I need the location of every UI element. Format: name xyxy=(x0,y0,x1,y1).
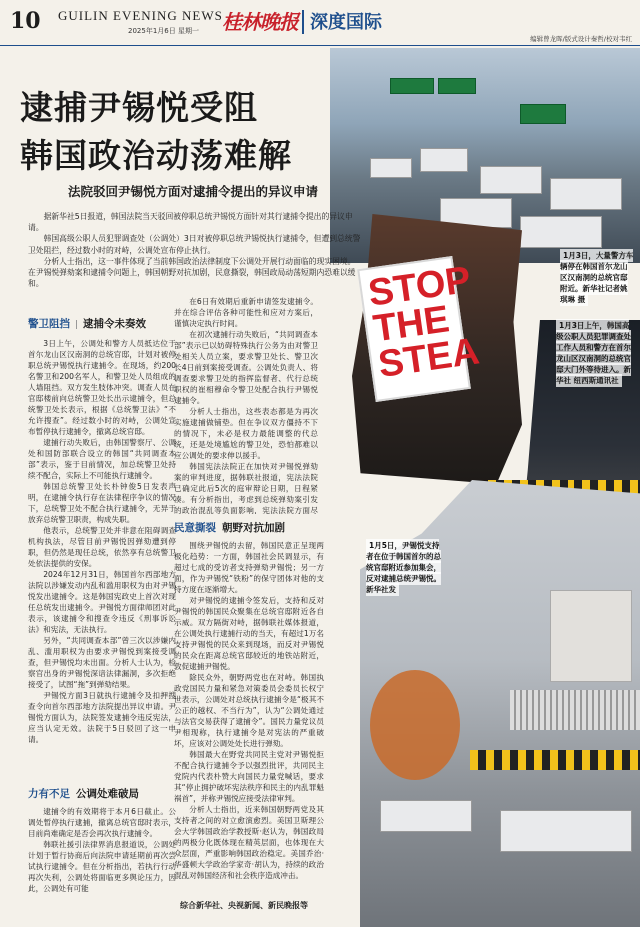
road-sign xyxy=(390,78,434,94)
body-paragraph: 2024年12月31日，韩国首尔西部地方法院以涉嫌发动内乱和滥用职权为由对尹锡悦发出逮捕令。这是韩国宪政史上首次对现任总统发出逮捕令。尹锡悦方面律师团对此表示，该逮捕令和搜查令违反《刑事诉讼法》和宪法，无法执行。 xyxy=(28,570,176,634)
body-paragraph: 韩国总统警卫处长朴钟俊5日发表声明，在逮捕令执行存在法律程序争议的情况下，总统警卫处不配合执行逮捕令，无异于放弃总统警卫职责，构成失职。 xyxy=(28,482,176,524)
column-2-top xyxy=(174,296,318,514)
caption-text: 1月3日，大量警方车辆停在韩国首尔龙山区汉南洞的总统官邸附近。新华社记者姚琪琳 摄 xyxy=(560,251,634,304)
bus xyxy=(480,166,542,194)
section-3-title: 公调处难破局 xyxy=(76,788,139,800)
body-paragraph: 分析人士指出，这些表态都是为再次实施逮捕做铺垫。但在争议双方僵持不下的情况下，未必是权力最能调整的代总统，还是处境尴尬的警卫处，恐怕都难以应公调处的要求伸以援手。 xyxy=(174,407,318,460)
bus xyxy=(550,178,622,210)
section-3-tag: 力有不足 xyxy=(28,788,70,800)
body-paragraph: 对尹锡悦的逮捕令签发后，支持和反对尹锡悦的韩国民众聚集在总统官邸附近各自示威。双方隔街对峙，据韩联社媒体报道，在公调处执行逮捕行动的当天，有超过1万名支持尹锡悦的民众来到现场，而反对尹锡悦的民众在距离总统官邸较近的地铁站附近，敦促逮捕尹锡悦。 xyxy=(174,596,324,671)
column-1 xyxy=(28,338,176,778)
column-1-bottom xyxy=(28,806,176,921)
masthead xyxy=(0,0,640,46)
section-1-tag: 警卫阻挡 xyxy=(28,318,70,330)
section-2-title: 朝野对抗加剧 xyxy=(222,522,285,534)
section-divider xyxy=(302,10,304,34)
headline-line-2: 韩国政治动荡难解 xyxy=(20,136,292,175)
lead-paragraph: 分析人士指出，这一事件体现了当前韩国政治法律制度下公调处开展行动面临的现实困境。在尹锡悦弹劾案和逮捕令问题上，韩国朝野对抗加剧，民意撕裂，韩国政局动荡短期内恐难以缓和。 xyxy=(28,256,356,289)
paper-logo: 桂林晚报 xyxy=(222,10,298,34)
road-sign xyxy=(520,104,566,124)
section-2-tag: 民意撕裂 xyxy=(174,522,216,534)
barrier-stripe xyxy=(470,750,640,770)
body-paragraph: 在初次逮捕行动失败后，“共同调查本部”表示已以妨碍特殊执行公务为由对警卫处相关人员立案，要求警卫处长、警卫次长4日前到案接受调查。公调处负责人、将调查要求警卫处的指挥监督者、代行总统职权的崔相穆命令警卫处配合执行尹锡悦逮捕令。 xyxy=(174,330,318,405)
column-2-bottom xyxy=(174,540,324,896)
section-1-title: 逮捕令未奏效 xyxy=(83,318,146,330)
gate-wall xyxy=(510,690,640,730)
subheadline: 法院驳回尹锡悦方面对逮捕令提出的异议申请 xyxy=(68,184,319,199)
body-paragraph: 逮捕行动失败后，由韩国警察厅、公调处和国防部联合设立的韩国“共同调查本部”表示，鉴于目前情况，加总统警卫处持续不配合，实际上不可能执行逮捕令。 xyxy=(28,438,176,480)
lead-paragraph: 据新华社5日报道，韩国法院当天驳回被停职总统尹锡悦方面针对其行逮捕令提出的异议申请。 xyxy=(28,212,353,233)
section-3-heading xyxy=(28,786,139,801)
editor-credits: 编辑曾龙晖/版式设计秦哲/校对韦红 xyxy=(530,35,632,43)
protest-sign-text: STOP THE STEA xyxy=(365,258,482,387)
paper-name-en: GUILIN EVENING NEWS xyxy=(58,8,223,23)
section-title: 深度国际 xyxy=(310,12,382,33)
lead-paragraphs xyxy=(28,211,362,289)
body-paragraph: 韩联社援引法律界消息报道说，公调处计划于暂行协商后向法院申请延期前再次尝试执行逮捕令。但在分析指出，若执行行动再次失利，公调处将面临更多舆论压力，因此，公调处有可能 xyxy=(28,840,176,893)
body-paragraph: 韩国宪法法院正在加快对尹锡悦弹劾案的审判进度，据韩联社报道，宪法法院已确定此后5次的庭审辩论日期，日程紧凑。有分析指出，考虑到总统弹劾案引发的政治混乱等负面影响，宪法法院方面尽 xyxy=(174,462,318,514)
building xyxy=(550,590,632,682)
body-paragraph: 逮捕令的有效期将于本月6日截止。公调处暂停执行逮捕，撤离总统官邸时表示，目前尚难确定是否会再次执行逮捕令。 xyxy=(28,807,176,838)
body-paragraph: 3日上午，公调处和警方人员抵达位于首尔龙山区汉南洞的总统官邸，计划对被停职总统尹锡悦执行逮捕令。在现场，约200名警卫和200名军人，和警卫处人员组成的人墙阻挡。双方发生肢体冲突。调查人员在官邸楼前向总统警卫处长出示逮捕令，但总统警卫处长表示，根据《总统警卫法》“不允许搜查”。经过数小时的对峙，公调处宣布暂停执行逮捕令，撤离总统官邸。 xyxy=(28,339,176,436)
section-2-heading xyxy=(174,520,285,535)
photo-caption-2 xyxy=(556,320,636,386)
body-paragraph: 围绕尹锡悦的去留，韩国民意正呈现两极化趋势：一方面，韩国社会民调显示，有超过七成的受访者支持弹劾尹锡悦；另一方面，作为尹锡悦“铁粉”的保守团体对他的支持方度在逐渐增大。 xyxy=(174,541,324,594)
heading-divider xyxy=(76,320,77,329)
photo-caption-3 xyxy=(366,540,444,595)
body-paragraph: 韩国最大在野党共同民主党对尹锡悦拒不配合执行逮捕令予以强烈批评，共同民主党院内代表朴赞大向国民力量党喊话，要求其“停止拥护破坏宪法秩序和民主的内乱罪魁祸首”，并称尹锡悦应接受法律审判。 xyxy=(174,750,324,803)
news-source: 综合新华社、央视新闻、新民晚报等 xyxy=(180,901,308,910)
bus xyxy=(520,216,602,248)
headline xyxy=(20,84,292,180)
masthead-rule xyxy=(0,45,640,46)
body-paragraph: 在6日有效期后重新申请签发逮捕令。并在综合评估各种可能性和应对方案后，谨慎决定执行时间。 xyxy=(174,297,318,328)
headline-line-1: 逮捕尹锡悦受阻 xyxy=(20,88,258,127)
lead-paragraph: 韩国高级公职人员犯罪调查处（公调处）3日对被停职总统尹锡悦执行逮捕令，但遭到总统警卫处阻拦，经过数小时的对峙，公调处宣布停止执行。 xyxy=(28,234,361,255)
bus xyxy=(370,158,412,178)
photo-caption-1 xyxy=(560,250,634,305)
bus xyxy=(500,810,632,852)
bus xyxy=(420,148,468,172)
body-paragraph: 分析人士指出，近来韩国朝野两党及其支持者之间的对立愈演愈烈。美国卫斯理公会大学韩国政治学教授斯·赵认为，韩国政局的两极分化既体现在精英层面，也体现在大众层面，严重影响韩国政治稳定。美国乔治·华盛顿大学政治学家奇·胡认为，持续的政治混乱对韩国经济和社会秩序造成冲击。 xyxy=(174,805,324,880)
bus xyxy=(380,800,472,832)
road-sign xyxy=(438,78,476,94)
body-paragraph: 除民众外，朝野两党也在对峙。韩国执政党国民力量和紧急对策委员会委员长权宁世表示，公调处对总统执行逮捕令是“极其不公正的越权、不当行为”，认为“公调处通过与法官交易获得了逮捕令”。国民力量党议员尹相现称，执行逮捕令是对宪法的严重破坏，应该对公调处处长进行弹劾。 xyxy=(174,673,324,748)
body-paragraph: 尹锡悦方面3日就执行逮捕令及扣押搜查令向首尔西部地方法院提出异议申请。尹锡悦方面认为，法院签发逮捕令违反宪法，应当认定无效。法院于5日驳回了这一申请。 xyxy=(28,691,176,744)
caption-text: 1月5日，尹锡悦支持者在位于韩国首尔的总统官邸附近参加集会，反对逮捕总统尹锡悦。新华社发 xyxy=(366,541,441,594)
section-1-heading xyxy=(28,316,146,331)
body-paragraph: 另外，“共同调查本部”曾三次以涉嫌内乱、滥用职权为由要求尹锡悦到案接受调查，但尹锡悦均未出面。分析人士认为，检察官出身的尹锡悦深谙法律漏洞，多次拒绝接受了，试图“拖”到弹劾结果。 xyxy=(28,636,176,689)
tree xyxy=(370,670,460,780)
dateline: 2025年1月6日 星期一 xyxy=(128,27,199,35)
protest-sign xyxy=(357,256,482,402)
body-paragraph: 他表示，总统警卫处并非意在阻碍调查机构执法，尽管目前尹锡悦因弹劾遭到停职，但仍然是现任总统，依然享有总统警卫处依法提供的安保。 xyxy=(28,526,176,568)
page-number: 10 xyxy=(10,8,41,34)
caption-text: 1月3日上午，韩国高级公职人员犯罪调查处工作人员和警方在首尔龙山区汉南洞的总统官邸大门外等待进入。新华社 纽西斯通讯社 xyxy=(556,321,631,385)
